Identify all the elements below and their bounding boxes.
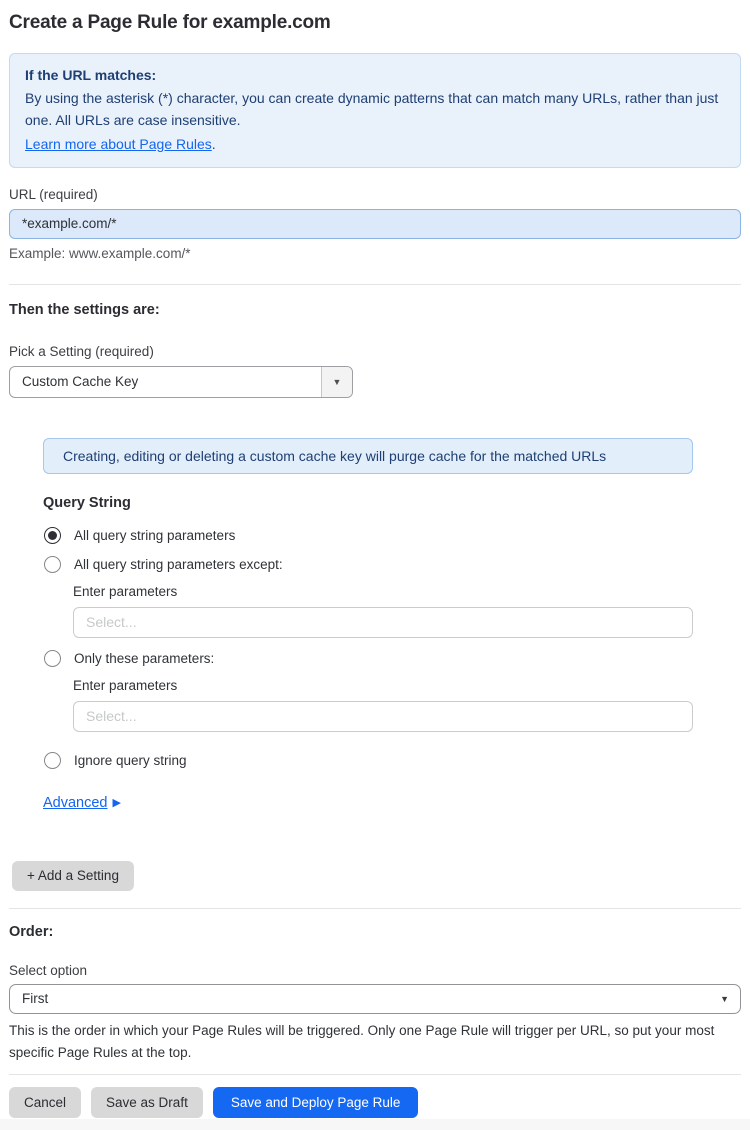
order-select-value: First (22, 991, 49, 1006)
radio-label: Only these parameters: (74, 650, 215, 666)
learn-more-link[interactable]: Learn more about Page Rules (25, 135, 212, 152)
add-setting-button[interactable]: + Add a Setting (12, 861, 134, 891)
advanced-link[interactable] (43, 795, 121, 811)
chevron-down-icon: ▼ (720, 993, 729, 1004)
settings-section-heading: Then the settings are: (9, 301, 160, 318)
enter-parameters-label: Enter parameters (73, 583, 178, 599)
url-example-hint: Example: www.example.com/* (9, 245, 191, 261)
radio-ignore-query-string[interactable] (44, 752, 741, 769)
page-title: Create a Page Rule for example.com (9, 12, 331, 33)
chevron-down-icon[interactable]: ▼ (321, 367, 352, 397)
order-select-dropdown[interactable] (9, 984, 741, 1014)
url-input[interactable] (9, 209, 741, 239)
save-and-deploy-button[interactable]: Save and Deploy Page Rule (213, 1087, 419, 1118)
radio-button-icon[interactable] (44, 752, 61, 769)
page-background-strip (0, 1119, 750, 1130)
radio-all-params-except[interactable] (44, 556, 741, 573)
radio-label: Ignore query string (74, 752, 187, 768)
advanced-link-text[interactable]: Advanced (43, 794, 108, 811)
url-match-info-box (9, 53, 741, 168)
divider (9, 908, 741, 909)
cache-key-purge-notice: Creating, editing or deleting a custom cache key will purge cache for the matched URLs (43, 438, 693, 474)
setting-picker-label: Pick a Setting (required) (9, 343, 154, 359)
chevron-right-icon: ▶ (112, 797, 121, 809)
except-parameters-input[interactable] (73, 607, 693, 638)
divider (9, 1074, 741, 1075)
info-box-heading: If the URL matches: (25, 67, 157, 83)
only-parameters-input[interactable] (73, 701, 693, 732)
setting-picker-value: Custom Cache Key (22, 374, 139, 389)
footer-button-row (9, 1087, 741, 1118)
setting-picker-dropdown[interactable] (9, 366, 353, 398)
info-box-link-line (25, 132, 725, 156)
enter-parameters-label: Enter parameters (73, 677, 178, 693)
radio-label: All query string parameters (74, 527, 236, 543)
order-select-label: Select option (9, 962, 88, 978)
radio-button-icon[interactable] (44, 556, 61, 573)
order-section-heading: Order: (9, 923, 54, 940)
save-as-draft-button[interactable]: Save as Draft (91, 1087, 203, 1118)
radio-all-query-params[interactable] (44, 527, 741, 544)
link-suffix: . (211, 135, 216, 152)
query-string-heading: Query String (43, 494, 131, 511)
cancel-button[interactable]: Cancel (9, 1087, 81, 1118)
radio-label: All query string parameters except: (74, 556, 283, 572)
order-description: This is the order in which your Page Rules will be triggered. Only one Page Rule will trigger per URL, so put your most specific Page Rules at the top. (9, 1022, 715, 1060)
radio-only-these-params[interactable] (44, 650, 741, 667)
radio-button-icon[interactable] (44, 527, 61, 544)
url-field-label: URL (required) (9, 186, 98, 202)
divider (9, 284, 741, 285)
info-box-body: By using the asterisk (*) character, you can create dynamic patterns that can match many URLs, rather than just one. All URLs are case insensitive. (25, 89, 719, 128)
radio-button-icon[interactable] (44, 650, 61, 667)
